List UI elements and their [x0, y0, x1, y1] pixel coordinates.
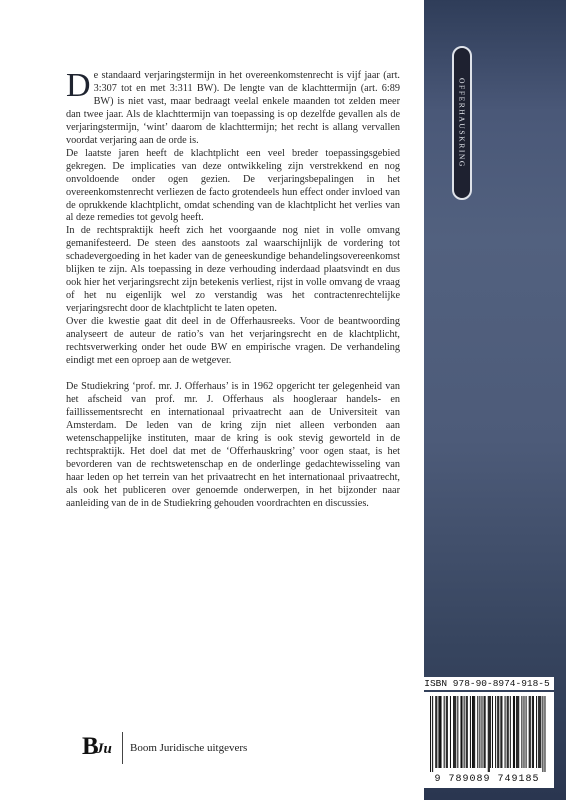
barcode-bar [447, 696, 448, 768]
drop-cap: D [66, 67, 91, 104]
barcode-bar [521, 696, 522, 768]
barcode-bar [439, 696, 440, 768]
barcode-bar [523, 696, 524, 768]
barcode-bar [467, 696, 468, 768]
barcode-bar [536, 696, 537, 768]
barcode-bar [455, 696, 456, 768]
logo-divider [122, 732, 123, 764]
barcode-bar [500, 696, 501, 768]
barcode-bar [472, 696, 473, 768]
paragraph-1 [66, 67, 400, 148]
barcode-bar [444, 696, 445, 768]
paragraph-1-text: e standaard verjaringstermijn in het overeenkomstenrecht is vijf jaar (art. 3:307 tot en met 3:311 BW). De lengte van de klachttermijn (art. 6:89 BW) is niet vast, maar bedraagt veelal enkele maanden tot zelden meer dan twee jaar. Als de klachttermijn van toepassing is op dezelfde gevallen als de verjaringstermijn, ‘wint’ daarom de klachttermijn; het recht is allang vervallen voordat verjaring aan de orde is. [66, 70, 400, 146]
barcode-bar [489, 696, 490, 772]
blurb-text [66, 67, 400, 510]
barcode-bar [474, 696, 475, 768]
barcode-bar [438, 696, 439, 768]
barcode-bar [507, 696, 508, 768]
barcode-bar [513, 696, 514, 768]
barcode [420, 692, 554, 788]
barcode-bar [470, 696, 471, 768]
barcode-bar [464, 696, 465, 768]
barcode-bar [516, 696, 517, 768]
barcode-bar [518, 696, 519, 768]
barcode-bar [485, 696, 486, 768]
barcode-bar [501, 696, 502, 768]
paragraph-5: De Studiekring ‘prof. mr. J. Offerhaus’ is in 1962 opgericht ter gelegenheid van het afscheid van prof. mr. J. Offerhaus als hoogleraar handels- en faillissementsrecht en internationaal privaatrecht aan de Universiteit van Amsterdam. De leden van de kring zijn niet alleen verbonden aan wetenschappelijke instituten, maar de kring is ook stevig geworteld in de rechtspraktijk. Het doel dat met de ‘Offerhauskring’ voor ogen staat, is het bevorderen van de rechtswetenschap en de onderlinge gedachtewisseling van haar leden op het terrein van het privaatrecht en het internationaal privaatrecht, als ook het publiceren over genoemde onderwerpen, in het bijzonder naar aanleiding van de in de Studiekring gehouden voordrachten en discussies. [66, 380, 400, 509]
barcode-bar [460, 696, 461, 768]
publisher-logo [82, 733, 116, 763]
barcode-bar [498, 696, 499, 768]
series-tab [452, 46, 472, 200]
barcode-bar [514, 696, 515, 768]
barcode-bar [484, 696, 485, 768]
barcode-bar [495, 696, 496, 768]
barcode-bar [450, 696, 451, 768]
barcode-bar [441, 696, 442, 768]
barcode-bar [533, 696, 534, 768]
barcode-bar [490, 696, 491, 768]
barcode-bar [492, 696, 493, 768]
barcode-bar [539, 696, 540, 768]
barcode-bar [529, 696, 530, 768]
paragraph-gap [66, 368, 400, 381]
logo-letter-b: B [82, 733, 99, 760]
barcode-bar [540, 696, 541, 768]
barcode-bar [453, 696, 454, 768]
barcode-bar [430, 696, 431, 772]
barcode-bar [479, 696, 480, 768]
barcode-bar [517, 696, 518, 768]
barcode-bar [435, 696, 436, 768]
barcode-bar [508, 696, 509, 768]
paragraph-4: Over die kwestie gaat dit deel in de Offerhausreeks. Voor de beantwoording analyseert de auteur de ratio’s van het verjaringsrecht en de klachtplicht, rechtsverwerking onder het oude BW en empirische vragen. De verhandeling eindigt met een oproep aan de wetgever. [66, 316, 400, 366]
barcode-bar [538, 696, 539, 768]
barcode-bar [510, 696, 511, 768]
publisher-name: Boom Juridische uitgevers [130, 742, 248, 754]
barcode-bar [477, 696, 478, 768]
barcode-bar [488, 696, 489, 772]
barcode-bar [473, 696, 474, 768]
barcode-bar [481, 696, 482, 768]
barcode-bar [526, 696, 527, 768]
barcode-bars [420, 692, 554, 772]
paragraph-3: In de rechtspraktijk heeft zich het voorgaande nog niet in volle omvang gemanifesteerd. De steen des aanstoots zal waarschijnlijk de vordering tot schadevergoeding in het kader van de geneeskundige behandelingsovereenkomst blijken te zijn. Als toepassing in deze verhouding inderdaad plaatsvindt en dus ook hier het verjaringsrecht zijn betekenis verliest, rijst in volle omvang de vraag of het nu eigenlijk wel zo verstandig was het contractenrechtelijke verjaringsrecht door de klachtplicht te laten opeten. [66, 225, 400, 315]
barcode-bar [436, 696, 437, 768]
barcode-bar [462, 696, 463, 768]
barcode-bar [466, 696, 467, 768]
barcode-bar [530, 696, 531, 768]
isbn-label: ISBN 978-90-8974-918-5 [420, 677, 554, 690]
logo-letters-ju: Ju [96, 741, 112, 757]
barcode-bar [532, 696, 533, 768]
barcode-bar [505, 696, 506, 768]
barcode-bar [457, 696, 458, 768]
series-tab-label: OFFERHAUSKRING [457, 78, 467, 168]
barcode-digits: 9 789089 749185 [434, 774, 540, 785]
barcode-bar [446, 696, 447, 768]
barcode-bar [542, 696, 543, 772]
barcode-bar [497, 696, 498, 768]
paragraph-2: De laatste jaren heeft de klachtplicht een veel breder toepassingsgebied gekregen. De implicaties van deze ontwikkeling zijn verstrekkend en nog onvoldoende onder ogen gezien. De verjaringsbepalingen in het overeenkomstenrecht verliezen de facto grotendeels hun effect onder invloed van de oprukkende klachtplicht, omdat schending van de klachtplicht het verlies van al deze remedies tot gevolg heeft. [66, 147, 400, 224]
barcode-bar [432, 696, 433, 772]
barcode-bar [544, 696, 545, 772]
barcode-bar [454, 696, 455, 768]
